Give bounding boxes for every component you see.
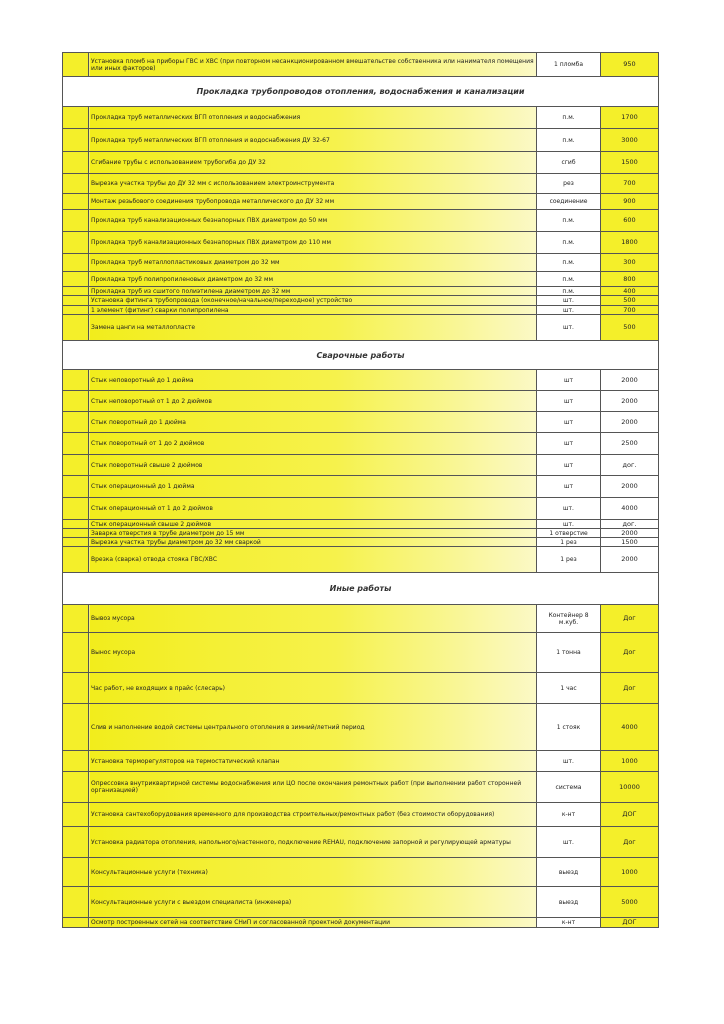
service-description: Монтаж резьбового соединения трубопровода металлического до ДУ 32 мм: [89, 194, 537, 210]
table-row: [63, 858, 659, 887]
row-marker-cell: [63, 520, 89, 529]
table-row: [63, 412, 659, 433]
table-row: [63, 107, 659, 129]
row-marker-cell: [63, 455, 89, 476]
service-unit: шт.: [537, 827, 601, 858]
table-row: [63, 476, 659, 498]
row-marker-cell: [63, 633, 89, 673]
row-marker-cell: [63, 107, 89, 129]
row-marker-cell: [63, 433, 89, 455]
table-row: [63, 272, 659, 287]
service-description: Прокладка труб из сшитого полиэтилена диаметром до 32 мм: [89, 287, 537, 296]
service-unit: шт: [537, 412, 601, 433]
service-unit: рез: [537, 174, 601, 194]
row-marker-cell: [63, 412, 89, 433]
row-marker-cell: [63, 315, 89, 341]
service-description: Установка радиатора отопления, напольного/настенного, подключение REHAU, подключение запорной и регулирующей арматуры: [89, 827, 537, 858]
service-unit: 1 стояк: [537, 704, 601, 751]
table-row: [63, 633, 659, 673]
service-unit: шт.: [537, 315, 601, 341]
service-price: 2000: [601, 391, 659, 412]
service-price: 4000: [601, 704, 659, 751]
service-description: Вырезка участка трубы до ДУ 32 мм с использованием электроинструмента: [89, 174, 537, 194]
table-row: [63, 53, 659, 77]
service-description: Стык поворотный до 1 дюйма: [89, 412, 537, 433]
row-marker-cell: [63, 827, 89, 858]
service-unit: п.м.: [537, 107, 601, 129]
table-row: [63, 254, 659, 272]
service-description: Осмотр построенных сетей на соответствие СНиП и согласованной проектной документации: [89, 918, 537, 928]
service-description: Сгибание трубы с использованием трубогиба до ДУ 32: [89, 152, 537, 174]
table-row: [63, 152, 659, 174]
service-description: Заварка отверстия в трубе диаметром до 15 мм: [89, 529, 537, 538]
service-description: Установка терморегуляторов на термостатический клапан: [89, 751, 537, 772]
service-unit: шт.: [537, 751, 601, 772]
table-row: [63, 433, 659, 455]
section-title-row: [63, 573, 659, 605]
service-description: Стык операционный до 1 дюйма: [89, 476, 537, 498]
service-unit: сгиб: [537, 152, 601, 174]
service-price: 400: [601, 287, 659, 296]
service-price: 700: [601, 306, 659, 315]
table-row: [63, 827, 659, 858]
service-unit: п.м.: [537, 232, 601, 254]
service-price: 700: [601, 174, 659, 194]
service-price: 5000: [601, 887, 659, 918]
service-description: 1 элемент (фитинг) сварки полипропилена: [89, 306, 537, 315]
service-unit: Контейнер 8 м.куб.: [537, 605, 601, 633]
service-price: 10000: [601, 772, 659, 803]
service-price: 300: [601, 254, 659, 272]
service-price: 2500: [601, 433, 659, 455]
row-marker-cell: [63, 547, 89, 573]
service-price: 950: [601, 53, 659, 77]
service-description: Вывоз мусора: [89, 605, 537, 633]
table-row: [63, 455, 659, 476]
service-price: 1500: [601, 152, 659, 174]
section-title-row: [63, 341, 659, 370]
table-row: [63, 803, 659, 827]
service-description: Стык операционный свыше 2 дюймов: [89, 520, 537, 529]
service-description: Вынос мусора: [89, 633, 537, 673]
service-price: 1800: [601, 232, 659, 254]
row-marker-cell: [63, 772, 89, 803]
service-price: 500: [601, 315, 659, 341]
service-unit: шт.: [537, 306, 601, 315]
service-description: Стык неповоротный от 1 до 2 дюймов: [89, 391, 537, 412]
service-price: 900: [601, 194, 659, 210]
table-row: [63, 498, 659, 520]
service-description: Опрессовка внутриквартирной системы водоснабжения или ЦО после окончания ремонтных работ (при выполнении работ сторонней организацией): [89, 772, 537, 803]
row-marker-cell: [63, 232, 89, 254]
row-marker-cell: [63, 673, 89, 704]
row-marker-cell: [63, 858, 89, 887]
section-title: Иные работы: [63, 573, 659, 605]
service-price: дог.: [601, 520, 659, 529]
service-unit: 1 рез: [537, 538, 601, 547]
service-unit: п.м.: [537, 254, 601, 272]
service-description: Замена цанги на металлопласте: [89, 315, 537, 341]
service-unit: шт: [537, 433, 601, 455]
service-unit: шт.: [537, 296, 601, 306]
row-marker-cell: [63, 751, 89, 772]
table-row: [63, 704, 659, 751]
service-unit: 1 отверстие: [537, 529, 601, 538]
row-marker-cell: [63, 152, 89, 174]
row-marker-cell: [63, 391, 89, 412]
service-price: Дог: [601, 605, 659, 633]
service-description: Установка пломб на приборы ГВС и ХВС (при повторном несанкционированном вмешательстве собственника или нанимателя помещения или иных факторов): [89, 53, 537, 77]
service-price: 2000: [601, 412, 659, 433]
service-price: 1700: [601, 107, 659, 129]
row-marker-cell: [63, 605, 89, 633]
table-row: [63, 194, 659, 210]
table-row: [63, 174, 659, 194]
service-unit: выезд: [537, 858, 601, 887]
service-price: 2000: [601, 476, 659, 498]
table-row: [63, 538, 659, 547]
table-row: [63, 370, 659, 391]
table-row: [63, 547, 659, 573]
table-row: [63, 391, 659, 412]
row-marker-cell: [63, 287, 89, 296]
service-price: 800: [601, 272, 659, 287]
service-price: 1000: [601, 858, 659, 887]
table-row: [63, 772, 659, 803]
table-row: [63, 306, 659, 315]
row-marker-cell: [63, 803, 89, 827]
service-unit: 1 тонна: [537, 633, 601, 673]
service-price: 2000: [601, 547, 659, 573]
service-unit: п.м.: [537, 210, 601, 232]
service-price: 3000: [601, 129, 659, 152]
service-price: 2000: [601, 370, 659, 391]
service-unit: п.м.: [537, 129, 601, 152]
service-price: 4000: [601, 498, 659, 520]
row-marker-cell: [63, 296, 89, 306]
service-unit: к-нт: [537, 918, 601, 928]
table-row: [63, 129, 659, 152]
table-row: [63, 605, 659, 633]
row-marker-cell: [63, 254, 89, 272]
service-unit: шт: [537, 391, 601, 412]
service-price: Дог: [601, 673, 659, 704]
table-row: [63, 315, 659, 341]
service-price: ДОГ: [601, 918, 659, 928]
row-marker-cell: [63, 498, 89, 520]
service-price: Дог: [601, 633, 659, 673]
row-marker-cell: [63, 476, 89, 498]
row-marker-cell: [63, 887, 89, 918]
table-row: [63, 887, 659, 918]
service-description: Врезка (сварка) отвода стояка ГВС/ХВС: [89, 547, 537, 573]
service-unit: шт: [537, 476, 601, 498]
service-price: 600: [601, 210, 659, 232]
table-row: [63, 751, 659, 772]
service-price: 2000: [601, 529, 659, 538]
service-description: Прокладка труб металлопластиковых диаметром до 32 мм: [89, 254, 537, 272]
service-unit: 1 рез: [537, 547, 601, 573]
service-description: Установка сантехоборудования временного для производства строительных/ремонтных работ (без стоимости оборудования): [89, 803, 537, 827]
table-row: [63, 210, 659, 232]
section-title: Сварочные работы: [63, 341, 659, 370]
service-description: Стык операционный от 1 до 2 дюймов: [89, 498, 537, 520]
service-description: Прокладка труб полипропиленовых диаметром до 32 мм: [89, 272, 537, 287]
row-marker-cell: [63, 194, 89, 210]
price-table: [62, 52, 659, 928]
service-price: дог.: [601, 455, 659, 476]
row-marker-cell: [63, 129, 89, 152]
service-description: Стык поворотный от 1 до 2 дюймов: [89, 433, 537, 455]
service-unit: шт: [537, 370, 601, 391]
service-description: Стык неповоротный до 1 дюйма: [89, 370, 537, 391]
service-unit: система: [537, 772, 601, 803]
table-row: [63, 918, 659, 928]
section-title-row: [63, 77, 659, 107]
table-row: [63, 287, 659, 296]
service-description: Консультационные услуги (техника): [89, 858, 537, 887]
service-unit: шт: [537, 455, 601, 476]
table-row: [63, 529, 659, 538]
service-description: Прокладка труб канализационных безнапорных ПВХ диаметром до 110 мм: [89, 232, 537, 254]
service-description: Установка фитинга трубопровода (оконечное/начальное/переходное) устройство: [89, 296, 537, 306]
service-unit: п.м.: [537, 287, 601, 296]
service-price: 500: [601, 296, 659, 306]
table-row: [63, 673, 659, 704]
service-description: Консультационные услуги с выездом специалиста (инженера): [89, 887, 537, 918]
row-marker-cell: [63, 704, 89, 751]
service-description: Прокладка труб металлических ВГП отопления и водоснабжения ДУ 32-67: [89, 129, 537, 152]
table-row: [63, 296, 659, 306]
service-unit: п.м.: [537, 272, 601, 287]
row-marker-cell: [63, 210, 89, 232]
service-description: Час работ, не входящих в прайс (слесарь): [89, 673, 537, 704]
service-description: Слив и наполнение водой системы центрального отопления в зимний/летний период: [89, 704, 537, 751]
table-row: [63, 232, 659, 254]
row-marker-cell: [63, 53, 89, 77]
service-description: Прокладка труб канализационных безнапорных ПВХ диаметром до 50 мм: [89, 210, 537, 232]
service-description: Стык поворотный свыше 2 дюймов: [89, 455, 537, 476]
service-unit: соединение: [537, 194, 601, 210]
service-unit: 1 пломба: [537, 53, 601, 77]
service-price: Дог: [601, 827, 659, 858]
section-title: Прокладка трубопроводов отопления, водоснабжения и канализации: [63, 77, 659, 107]
row-marker-cell: [63, 306, 89, 315]
service-unit: шт.: [537, 520, 601, 529]
service-unit: шт.: [537, 498, 601, 520]
price-list-sheet: [62, 52, 658, 928]
service-description: Прокладка труб металлических ВГП отопления и водоснабжения: [89, 107, 537, 129]
service-price: 1000: [601, 751, 659, 772]
service-description: Вырезка участка трубы диаметром до 32 мм сваркой: [89, 538, 537, 547]
row-marker-cell: [63, 918, 89, 928]
row-marker-cell: [63, 272, 89, 287]
row-marker-cell: [63, 529, 89, 538]
service-unit: к-нт: [537, 803, 601, 827]
service-price: 1500: [601, 538, 659, 547]
service-unit: 1 час: [537, 673, 601, 704]
service-price: ДОГ: [601, 803, 659, 827]
row-marker-cell: [63, 174, 89, 194]
row-marker-cell: [63, 538, 89, 547]
table-row: [63, 520, 659, 529]
row-marker-cell: [63, 370, 89, 391]
service-unit: выезд: [537, 887, 601, 918]
